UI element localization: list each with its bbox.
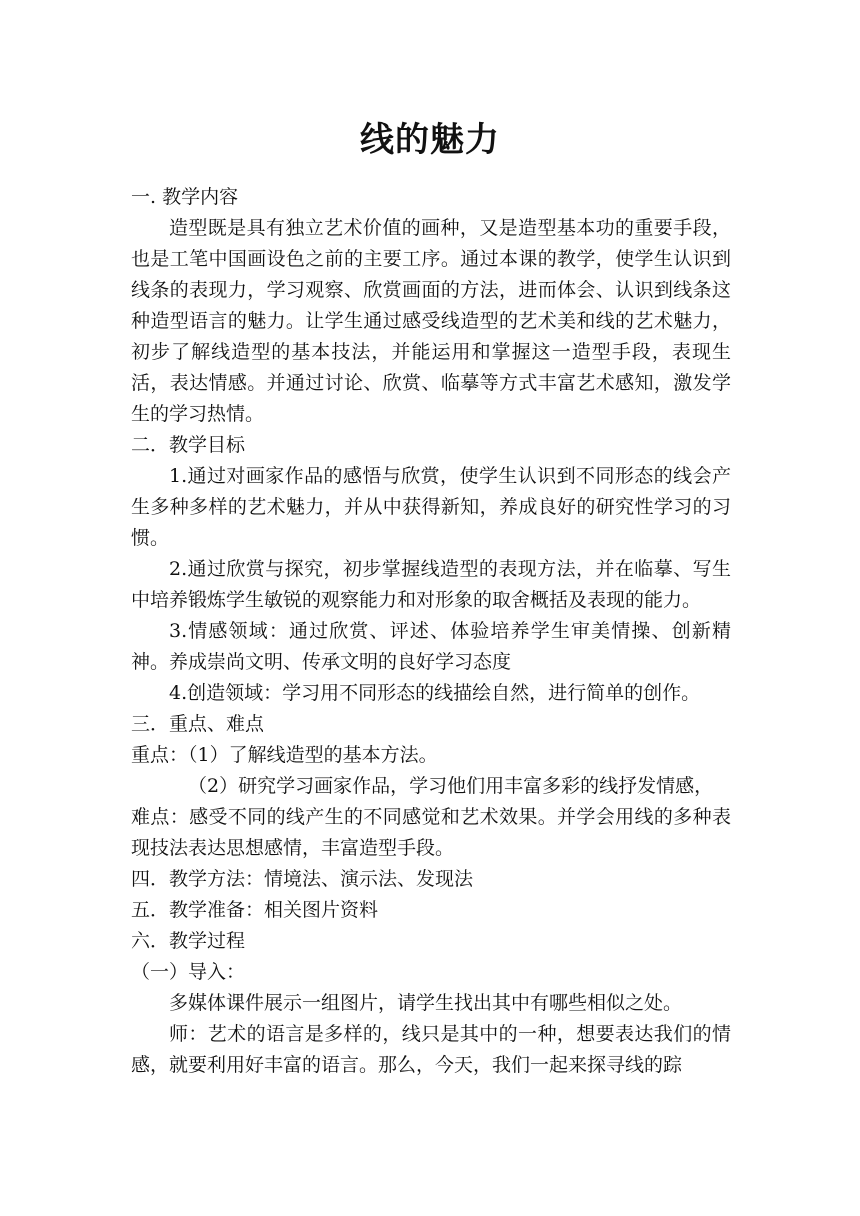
section-heading-key-points: 三．重点、难点 (131, 713, 265, 735)
paragraph-goal-3: 3.情感领域：通过欣赏、评述、体验培养学生审美情操、创新精神。养成崇尚文明、传承文明的良好学习态度 (131, 620, 731, 673)
paragraph-goal-1: 1.通过对画家作品的感悟与欣赏，使学生认识到不同形态的线会产生多种多样的艺术魅力，并从中获得新知，养成良好的研究性学习的习惯。 (131, 465, 731, 549)
paragraph-difficulty: 难点：感受不同的线产生的不同感觉和艺术效果。并学会用线的多种表现技法表达思想感情，丰富造型手段。 (131, 806, 731, 859)
paragraph-goal-2: 2.通过欣赏与探究，初步掌握线造型的表现方法，并在临摹、写生中培养锻炼学生敏锐的观察能力和对形象的取舍概括及表现的能力。 (131, 558, 731, 611)
paragraph-goal-4: 4.创造领域：学习用不同形态的线描绘自然，进行简单的创作。 (169, 682, 701, 704)
paragraph-intro-2: 师：艺术的语言是多样的，线只是其中的一种，想要表达我们的情感，就要利用好丰富的语言。那么，今天，我们一起来探寻线的踪 (131, 1023, 731, 1076)
section-heading-methods: 四．教学方法：情境法、演示法、发现法 (131, 868, 474, 890)
section-heading-content: 一. 教学内容 (131, 186, 239, 208)
document-body (131, 182, 731, 1081)
paragraph-intro-1: 多媒体课件展示一组图片，请学生找出其中有哪些相似之处。 (169, 992, 683, 1014)
paragraph-key-point-2: （2）研究学习画家作品，学习他们用丰富多彩的线抒发情感， (188, 775, 714, 797)
paragraph-key-point-1: 重点：（1）了解线造型的基本方法。 (131, 744, 438, 766)
section-heading-goals: 二．教学目标 (131, 434, 246, 456)
section-heading-preparation: 五．教学准备：相关图片资料 (131, 899, 379, 921)
document-title: 线的魅力 (360, 120, 500, 160)
subsection-heading-intro: （一）导入： (131, 961, 246, 983)
paragraph-content: 造型既是具有独立艺术价值的画种，又是造型基本功的重要手段，也是工笔中国画设色之前的主要工序。通过本课的教学，使学生认识到线条的表现力，学习观察、欣赏画面的方法，进而体会、认识到线条这种造型语言的魅力。让学生通过感受线造型的艺术美和线的艺术魅力，初步了解线造型的基本技法，并能运用和掌握这一造型手段，表现生活，表达情感。并通过讨论、欣赏、临摹等方式丰富艺术感知，激发学生的学习热情。 (131, 217, 731, 425)
section-heading-process: 六．教学过程 (131, 930, 246, 952)
